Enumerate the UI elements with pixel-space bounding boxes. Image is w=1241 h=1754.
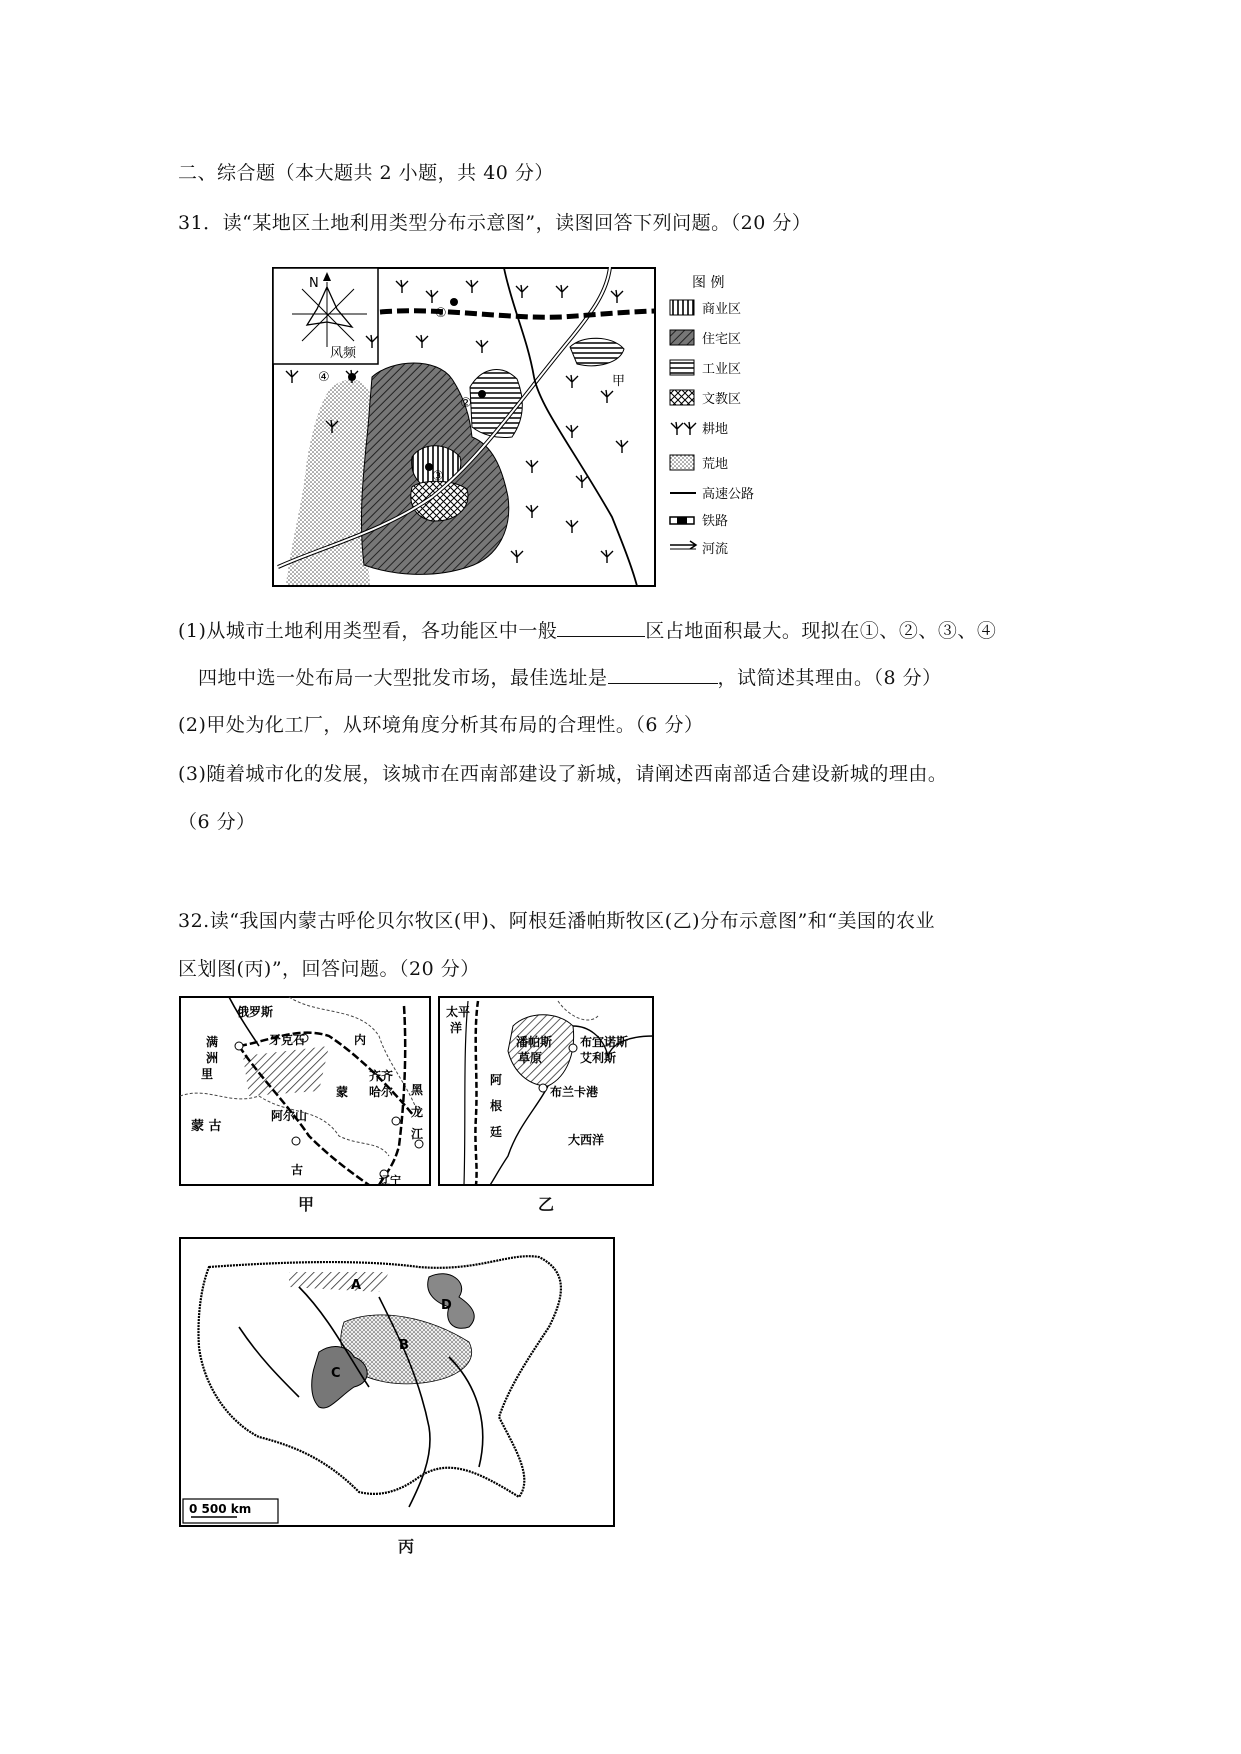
legend-title: 图 例 (692, 275, 725, 291)
region-a: A (351, 1278, 362, 1293)
region-c: C (331, 1366, 341, 1381)
answer-blank-2[interactable] (608, 665, 718, 684)
point-2: ② (460, 396, 472, 411)
scale-bar: 0 500 km (189, 1502, 252, 1516)
map-jia-caption: 甲 (298, 1195, 315, 1214)
legend-residential: 住宅区 (702, 332, 742, 347)
label-atlantic: 大西洋 (568, 1133, 605, 1147)
label-pampas: 潘帕斯 (516, 1035, 553, 1049)
wind-rose (273, 268, 378, 364)
label-russia: 俄罗斯 (237, 1005, 274, 1019)
q32-stem-line2: 区划图(丙)”，回答问题。（20 分） (178, 958, 480, 980)
map-yi (438, 996, 654, 1188)
label-menggu: 蒙 古 (191, 1119, 222, 1134)
label-liaoning: 辽宁 (379, 1174, 401, 1187)
point-jia: 甲 (612, 374, 626, 389)
label-qiqi: 齐齐 (369, 1069, 394, 1083)
region-b: B (399, 1338, 409, 1353)
legend-railway: 铁路 (702, 514, 729, 529)
label-zhou: 洲 (206, 1051, 219, 1065)
label-buenos: 布宜诺斯 (580, 1035, 629, 1049)
legend-farmland: 耕地 (702, 422, 729, 437)
label-meng: 蒙 (336, 1085, 349, 1099)
label-aershan: 阿尔山 (271, 1109, 308, 1123)
q31-sub1-a: (1)从城市土地利用类型看，各功能区中一般 (178, 620, 558, 642)
point-4: ④ (318, 370, 330, 385)
legend-industrial: 工业区 (702, 362, 742, 377)
point-1: ① (435, 306, 447, 321)
land-use-map (272, 267, 782, 589)
label-hei: 黑 (411, 1083, 424, 1097)
q31-sub3: (3)随着城市化的发展，该城市在西南部建设了新城，请阐述西南部适合建设新城的理由。 (178, 763, 948, 785)
legend-wasteland: 荒地 (702, 457, 729, 472)
label-taiping: 太平 (446, 1005, 471, 1019)
section-heading: 二、综合题（本大题共 2 小题，共 40 分） (178, 162, 554, 184)
label-a: 阿 (490, 1073, 503, 1087)
q31-sub3-score: （6 分） (178, 811, 256, 833)
wind-label: 风频 (330, 346, 357, 361)
legend-education: 文教区 (702, 392, 742, 407)
q31-sub1-b: 区占地面积最大。现拟在①、②、③、④ (645, 620, 997, 642)
q31-stem: 31．读“某地区土地利用类型分布示意图”，读图回答下列问题。（20 分） (178, 212, 812, 234)
q31-sub1-line1 (178, 618, 996, 643)
north-label: N (309, 276, 319, 291)
q31-sub2: (2)甲处为化工厂，从环境角度分析其布局的合理性。（6 分） (178, 714, 704, 736)
map-legend (670, 275, 754, 557)
q31-sub1-line2 (198, 665, 942, 690)
q31-sub1-d: ，试简述其理由。（8 分） (717, 667, 942, 689)
map-bing-caption: 丙 (398, 1537, 415, 1556)
map-yi-caption: 乙 (538, 1195, 555, 1214)
label-yakeshi: 牙克石 (269, 1033, 306, 1047)
map-bing (179, 1237, 615, 1529)
label-long: 龙 (411, 1105, 424, 1119)
industrial-area (470, 370, 522, 438)
legend-highway: 高速公路 (702, 487, 755, 502)
region-d: D (441, 1298, 452, 1313)
legend-river: 河流 (702, 542, 729, 557)
q32-stem-line1: 32.读“我国内蒙古呼伦贝尔牧区(甲)、阿根廷潘帕斯牧区(乙)分布示意图”和“美国的农业 (178, 910, 936, 932)
label-jiang: 江 (411, 1127, 424, 1141)
answer-blank-1[interactable] (557, 618, 645, 637)
label-aires: 艾利斯 (580, 1051, 617, 1065)
label-grassland: 草原 (518, 1051, 543, 1065)
label-gen: 根 (490, 1099, 503, 1113)
label-gu: 古 (291, 1163, 304, 1177)
legend-commercial: 商业区 (702, 302, 742, 317)
label-yang: 洋 (450, 1021, 463, 1035)
label-li: 里 (201, 1067, 214, 1081)
map-jia (179, 996, 431, 1188)
label-nei: 内 (354, 1033, 367, 1047)
point-3: ③ (432, 469, 444, 484)
label-bahia-blanca: 布兰卡港 (550, 1085, 599, 1099)
label-haer: 哈尔 (369, 1085, 394, 1099)
label-ting: 廷 (490, 1125, 503, 1139)
label-man: 满 (206, 1035, 219, 1049)
q31-sub1-c: 四地中选一处布局一大型批发市场，最佳选址是 (198, 667, 608, 689)
